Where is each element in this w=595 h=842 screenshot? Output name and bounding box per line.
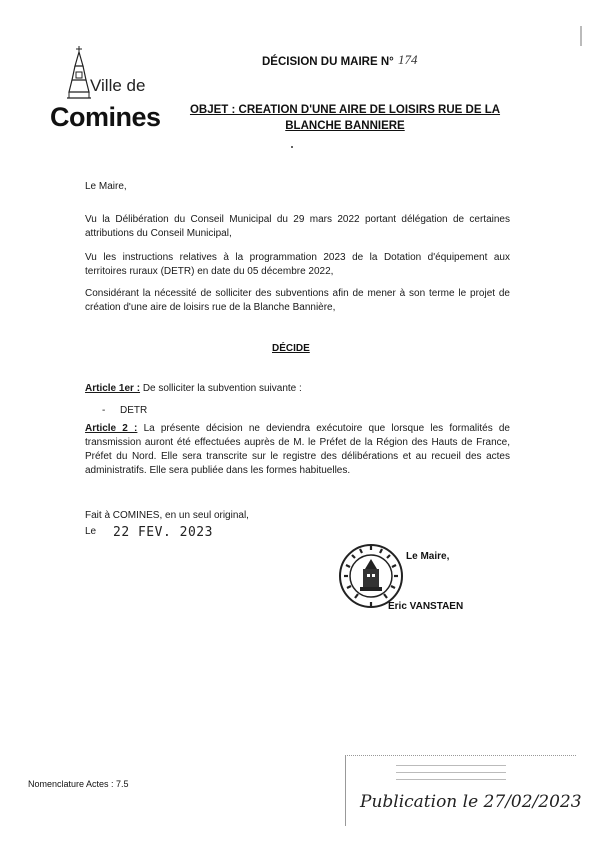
vu-instructions: Vu les instructions relatives à la programmation 2023 de la Dotation d'équipement aux territoires ruraux (DETR) en date du 05 décembre 2022, (85, 252, 510, 277)
signature-name: Eric VANSTAEN (388, 601, 464, 612)
scan-margin-mark (580, 26, 582, 46)
objet-line-1: OBJET : CREATION D'UNE AIRE DE LOISIRS RUE DE LA (189, 104, 501, 116)
fait-a-comines: Fait à COMINES, en un seul original, (85, 510, 249, 521)
le-label: Le (85, 526, 97, 537)
publication-box (345, 755, 576, 826)
church-spire-icon (66, 46, 92, 104)
article-1-label: Article 1er : (85, 383, 141, 394)
scan-dot (291, 146, 293, 148)
logo-ville-de: Ville de (90, 76, 146, 95)
logo-comines: Comines (50, 102, 161, 132)
signature-title: Le Maire, (406, 551, 450, 562)
vu-deliberation: Vu la Délibération du Conseil Municipal du 29 mars 2022 portant délégation de certaines attributions du Conseil Municipal, (85, 214, 510, 239)
considerant: Considérant la nécessité de solliciter des subventions afin de mener à son terme le projet de création d'une aire de loisirs rue de la Blanche Bannière, (85, 288, 510, 313)
article-1 (85, 382, 302, 396)
ville-de-comines-logo (50, 46, 175, 136)
publication-date-handwritten: Publication le 27/02/2023 (360, 792, 582, 812)
objet-line-2: BLANCHE BANNIERE (285, 120, 405, 132)
decision-title: DÉCISION DU MAIRE N° (262, 56, 394, 68)
decision-number-handwritten: 174 (398, 52, 418, 67)
salutation: Le Maire, (85, 181, 127, 192)
article-1-text: De solliciter la subvention suivante : (142, 383, 302, 394)
decide-heading: DÉCIDE (272, 343, 310, 354)
bullet-detr: DETR (120, 405, 148, 416)
objet-heading (180, 102, 510, 134)
mairie-seal-stamp (338, 543, 404, 609)
ar-receipt-lines (396, 759, 506, 780)
article-2-text: La présente décision ne deviendra exécutoire que lorsque les formalités de transmission auront été effectuées auprès de M. le Préfet de la Région des Hauts de France, Préfet du Nord. Elle sera transcrite sur le registre des délibérations et au recueil des actes administratifs. Elle sera publiée dans les formes habituelles. (85, 423, 510, 476)
date-stamp: 22 FEV. 2023 (113, 525, 213, 540)
article-2 (85, 422, 510, 478)
article-2-label: Article 2 : (85, 423, 138, 434)
nomenclature-actes: Nomenclature Actes : 7.5 (28, 779, 129, 789)
bullet-dash: - (102, 405, 106, 416)
